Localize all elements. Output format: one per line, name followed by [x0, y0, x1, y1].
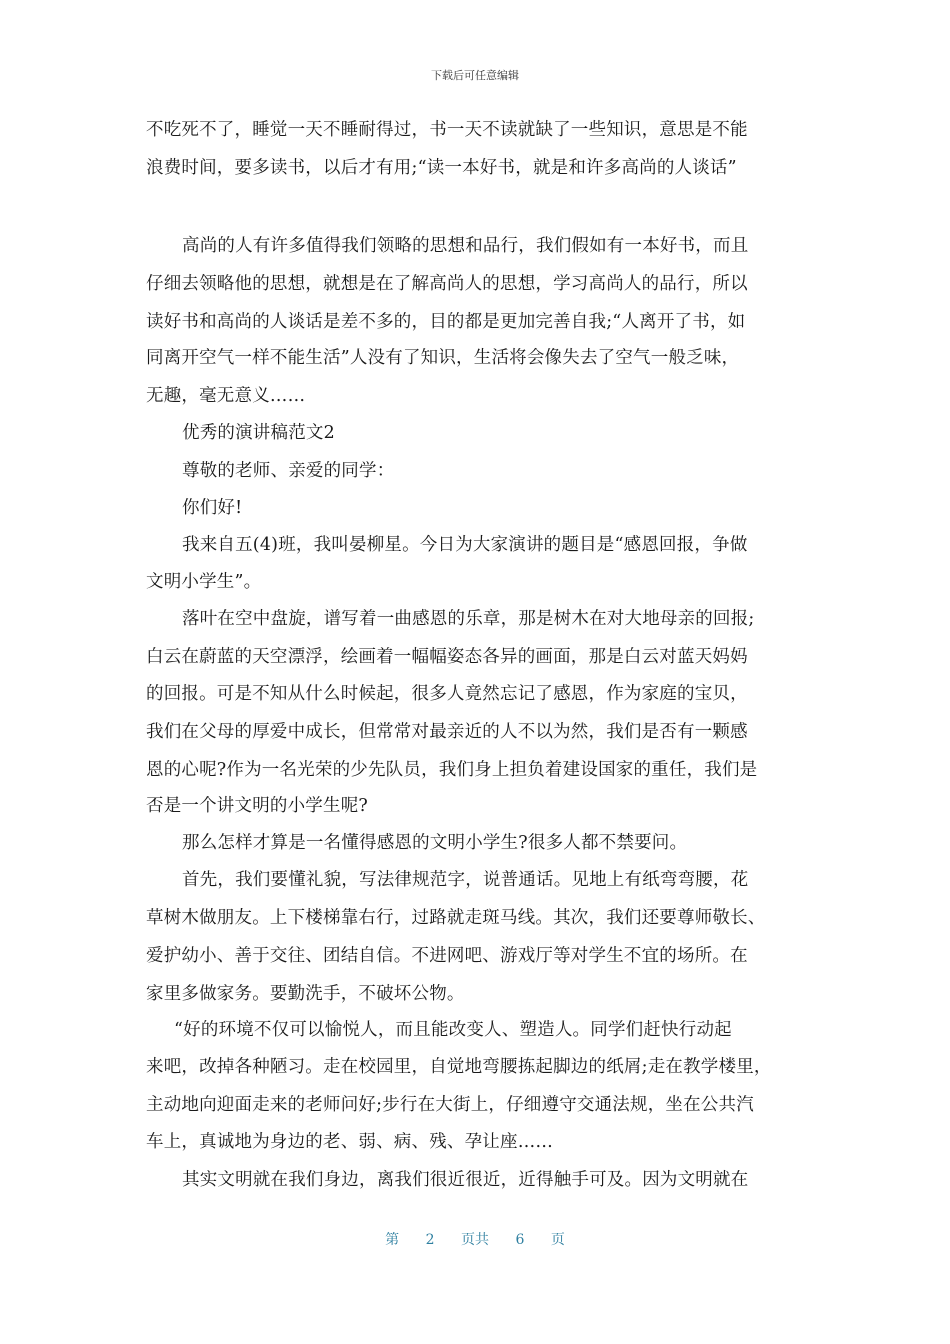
footer-total-pages: 6 [515, 1232, 525, 1248]
section-title: 优秀的演讲稿范文2 [182, 423, 335, 443]
footer-page-number: 2 [425, 1232, 435, 1248]
footer-prefix: 第 [385, 1232, 400, 1248]
text-line: 白云在蔚蓝的天空漂浮，绘画着一幅幅姿态各异的画面，那是白云对蓝天妈妈 [146, 647, 748, 667]
salutation: 尊敬的老师、亲爱的同学： [182, 461, 395, 481]
text-line: 同离开空气一样不能生活”人没有了知识，生活将会像失去了空气一般乏味， [146, 348, 740, 368]
text-line: 草树木做朋友。上下楼梯靠右行，过路就走斑马线。其次，我们还要尊师敬长、 [146, 908, 766, 928]
text-line: 落叶在空中盘旋，谱写着一曲感恩的乐章，那是树木在对大地母亲的回报; [182, 609, 755, 629]
text-line: 无趣，毫无意义…… [146, 386, 306, 406]
greeting: 你们好! [182, 498, 243, 518]
text-line: 不吃死不了，睡觉一天不睡耐得过，书一天不读就缺了一些知识，意思是不能 [146, 120, 748, 140]
text-line: 首先，我们要懂礼貌，写法律规范字，说普通话。见地上有纸弯弯腰，花 [182, 870, 749, 890]
text-line: 否是一个讲文明的小学生呢? [146, 796, 368, 816]
text-line: 高尚的人有许多值得我们领略的思想和品行，我们假如有一本好书，而且 [182, 236, 749, 256]
text-line: 我们在父母的厚爱中成长，但常常对最亲近的人不以为然，我们是否有一颗感 [146, 722, 748, 742]
text-line: 那么怎样才算是一名懂得感恩的文明小学生?很多人都不禁要问。 [182, 833, 688, 853]
text-line: 的回报。可是不知从什么时候起，很多人竟然忘记了感恩，作为家庭的宝贝， [146, 684, 748, 704]
text-line: 主动地向迎面走来的老师问好;步行在大街上，仔细遵守交通法规，坐在公共汽 [146, 1095, 754, 1115]
text-line: 来吧，改掉各种陋习。走在校园里，自觉地弯腰拣起脚边的纸屑;走在教学楼里， [146, 1057, 772, 1077]
footer-middle: 页共 [461, 1232, 489, 1248]
text-line: 我来自五(4)班，我叫晏柳星。今日为大家演讲的题目是“感恩回报，争做 [182, 535, 748, 555]
text-line: 车上，真诚地为身边的老、弱、病、残、孕让座…… [146, 1132, 554, 1152]
page-header: 下载后可任意编辑 [431, 69, 519, 82]
text-line: 爱护幼小、善于交往、团结自信。不进网吧、游戏厅等对学生不宜的场所。在 [146, 946, 748, 966]
page-footer [0, 1229, 950, 1249]
footer-suffix: 页 [550, 1232, 565, 1248]
text-line: 恩的心呢?作为一名光荣的少先队员，我们身上担负着建设国家的重任，我们是 [146, 760, 758, 780]
text-line: 其实文明就在我们身边，离我们很近很近，近得触手可及。因为文明就在 [182, 1170, 749, 1190]
text-line: 仔细去领略他的思想，就想是在了解高尚人的思想，学习高尚人的品行，所以 [146, 274, 748, 294]
text-line: 浪费时间，要多读书，以后才有用;“读一本好书，就是和许多高尚的人谈话” [146, 158, 737, 178]
text-line: “好的环境不仅可以愉悦人，而且能改变人、塑造人。同学们赶快行动起 [174, 1020, 732, 1040]
text-line: 文明小学生”。 [146, 572, 262, 592]
text-line: 读好书和高尚的人谈话是差不多的，目的都是更加完善自我;“人离开了书，如 [146, 312, 746, 332]
text-line: 家里多做家务。要勤洗手，不破坏公物。 [146, 984, 465, 1004]
